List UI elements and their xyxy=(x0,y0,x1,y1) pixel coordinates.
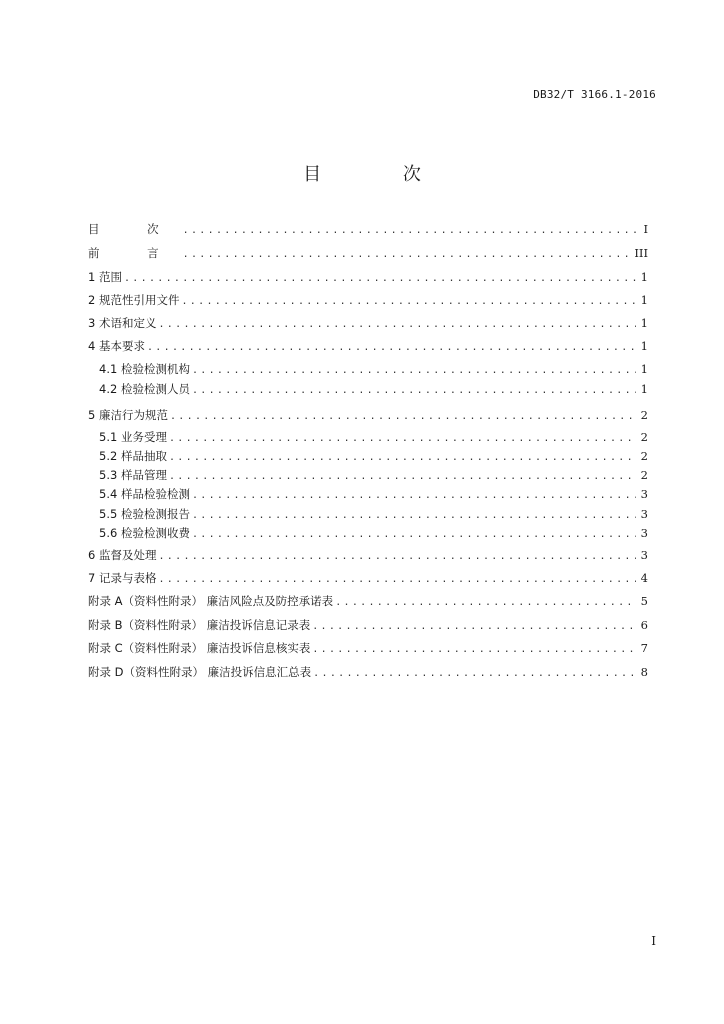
toc-dot-leader xyxy=(181,293,636,311)
toc-entry-page: 3 xyxy=(640,526,648,540)
toc-dot-leader xyxy=(312,618,636,636)
toc-dot-leader xyxy=(335,594,636,612)
toc-entry[interactable] xyxy=(99,360,648,378)
toc-entry[interactable] xyxy=(88,663,648,681)
toc-entry-page: 2 xyxy=(640,468,648,482)
toc-entry-page: 2 xyxy=(640,449,648,463)
toc-entry[interactable] xyxy=(88,268,648,286)
toc-entry-page: 1 xyxy=(640,339,648,353)
toc-entry-page: 3 xyxy=(640,548,648,562)
toc-entry-label: 2 规范性引用文件 xyxy=(88,293,180,307)
toc-entry[interactable] xyxy=(99,485,648,503)
toc-entry-label: 5.3 样品管理 xyxy=(99,468,167,482)
toc-entry-page: I xyxy=(643,222,648,236)
toc-entry-label: 5 廉洁行为规范 xyxy=(88,408,168,422)
toc-entry[interactable] xyxy=(88,639,648,657)
toc-entry-page: 5 xyxy=(640,594,648,608)
toc-entry-page: III xyxy=(634,246,648,260)
toc-entry-label: 附录 D（资料性附录） 廉洁投诉信息汇总表 xyxy=(88,665,312,679)
toc-dot-leader xyxy=(192,362,636,380)
toc-entry-page: 1 xyxy=(640,293,648,307)
toc-entry-label: 6 监督及处理 xyxy=(88,548,157,562)
toc-entry-label: 4.2 检验检测人员 xyxy=(99,382,190,396)
toc-entry-label: 5.6 检验检测收费 xyxy=(99,526,190,540)
toc-dot-leader xyxy=(169,430,636,448)
page-number: I xyxy=(651,934,656,948)
toc-dot-leader xyxy=(158,316,636,334)
toc-dot-leader xyxy=(192,507,636,525)
toc-entry[interactable] xyxy=(99,505,648,523)
toc-entry[interactable] xyxy=(88,546,648,564)
toc-entry-label: 3 术语和定义 xyxy=(88,316,157,330)
toc-entry[interactable] xyxy=(88,406,648,424)
toc-entry-page: 2 xyxy=(640,408,648,422)
toc-entry-label: 前 言 xyxy=(88,246,181,260)
toc-entry-label: 5.1 业务受理 xyxy=(99,430,167,444)
toc-dot-leader xyxy=(158,548,636,566)
toc-entry[interactable] xyxy=(88,592,648,610)
toc-entry-page: 3 xyxy=(640,507,648,521)
toc-dot-leader xyxy=(158,571,636,589)
toc-entry-label: 附录 C（资料性附录） 廉洁投诉信息核实表 xyxy=(88,641,311,655)
toc-entry-label: 附录 A（资料性附录） 廉洁风险点及防控承诺表 xyxy=(88,594,334,608)
toc-entry-page: 8 xyxy=(640,665,648,679)
toc-entry[interactable] xyxy=(88,337,648,355)
toc-dot-leader xyxy=(124,270,636,288)
toc-entry-label: 附录 B（资料性附录） 廉洁投诉信息记录表 xyxy=(88,618,311,632)
toc-dot-leader xyxy=(183,222,636,240)
toc-entry[interactable] xyxy=(88,569,648,587)
toc-entry[interactable] xyxy=(99,466,648,484)
toc-entry[interactable] xyxy=(99,447,648,465)
toc-entry-page: 1 xyxy=(640,316,648,330)
toc-entry-label: 5.5 检验检测报告 xyxy=(99,507,190,521)
toc-entry[interactable] xyxy=(99,380,648,398)
toc-entry-label: 目 次 xyxy=(88,222,181,236)
toc-dot-leader xyxy=(312,641,636,659)
toc-entry-page: 1 xyxy=(640,270,648,284)
toc-entry[interactable] xyxy=(99,524,648,542)
toc-entry-label: 1 范围 xyxy=(88,270,122,284)
toc-entry-page: 2 xyxy=(640,430,648,444)
toc-entry-label: 5.2 样品抽取 xyxy=(99,449,167,463)
page-title: 目 次 xyxy=(303,164,459,185)
toc-entry[interactable] xyxy=(88,220,648,238)
document-code: DB32/T 3166.1-2016 xyxy=(533,88,656,101)
toc-entry-label: 7 记录与表格 xyxy=(88,571,157,585)
toc-entry-label: 4.1 检验检测机构 xyxy=(99,362,190,376)
toc-entry-page: 3 xyxy=(640,487,648,501)
toc-entry-page: 1 xyxy=(640,362,648,376)
toc-entry[interactable] xyxy=(88,244,648,262)
toc-entry-page: 1 xyxy=(640,382,648,396)
toc-dot-leader xyxy=(192,487,636,505)
toc-entry-page: 7 xyxy=(640,641,648,655)
toc-entry[interactable] xyxy=(88,314,648,332)
toc-dot-leader xyxy=(183,246,633,264)
toc-entry-label: 5.4 样品检验检测 xyxy=(99,487,190,501)
toc-entry[interactable] xyxy=(88,616,648,634)
toc-entry[interactable] xyxy=(88,291,648,309)
toc-entry-page: 6 xyxy=(640,618,648,632)
toc-entry-page: 4 xyxy=(640,571,648,585)
toc-dot-leader xyxy=(192,382,636,400)
toc-dot-leader xyxy=(147,339,636,357)
toc-entry[interactable] xyxy=(99,428,648,446)
toc-dot-leader xyxy=(192,526,636,544)
toc-dot-leader xyxy=(313,665,636,683)
toc-dot-leader xyxy=(169,449,636,467)
toc-dot-leader xyxy=(169,468,636,486)
toc-entry-label: 4 基本要求 xyxy=(88,339,145,353)
toc-dot-leader xyxy=(170,408,636,426)
